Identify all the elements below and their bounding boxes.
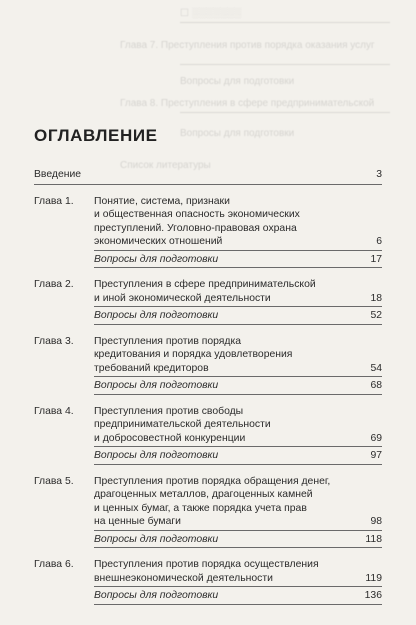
- chapter-title-line: предпринимательской деятельности: [94, 419, 271, 430]
- chapter-title-line: Преступления против порядка осуществления: [94, 559, 319, 570]
- toc-chapter: [34, 195, 382, 269]
- bleed-rule: [180, 22, 390, 23]
- bleed-line: Вопросы для подготовки: [180, 128, 295, 139]
- chapter-title-line: экономических отношений: [94, 236, 223, 247]
- bleed-rule: [180, 64, 390, 65]
- toc-chapter: [34, 558, 382, 605]
- toc-page-number: 3: [376, 169, 382, 180]
- chapter-entries: [94, 475, 382, 549]
- chapter-title-line: преступлений. Уголовно-правовая охрана: [94, 222, 297, 234]
- toc-chapter: [34, 278, 382, 325]
- chapter-number: Глава 1.: [34, 195, 74, 207]
- chapter-title: [94, 278, 366, 305]
- chapter-entries: [94, 335, 382, 395]
- toc-page-number: 6: [376, 236, 382, 247]
- questions-title: Вопросы для подготовки: [94, 450, 219, 461]
- toc-entry-chapter[interactable]: [94, 405, 382, 448]
- chapter-title-line: и добросовестной конкуренции: [94, 432, 246, 444]
- chapter-title-line: Преступления в сфере предпринимательской: [94, 279, 316, 290]
- toc-entry-chapter[interactable]: [94, 558, 382, 587]
- chapter-title: [94, 475, 366, 529]
- questions-title: Вопросы для подготовки: [94, 253, 219, 265]
- chapter-title-line: внешнеэкономической деятельности: [94, 572, 273, 584]
- toc-page-number: 52: [370, 310, 382, 321]
- toc-page-number: 136: [364, 590, 382, 601]
- toc-entry-chapter[interactable]: [94, 278, 382, 307]
- toc-page-number: 98: [370, 516, 382, 527]
- chapter-title-line: и общественная опасность экономических: [94, 209, 300, 220]
- toc-page-number: 118: [365, 533, 382, 545]
- bleed-line: Список литературы: [120, 160, 211, 171]
- chapter-title-line: Преступления против порядка обращения денег,: [94, 475, 331, 487]
- chapter-entries: [94, 405, 382, 465]
- toc-page-number: 68: [370, 380, 382, 391]
- chapter-number: Глава 6.: [34, 559, 74, 570]
- toc-chapter: [34, 405, 382, 465]
- bleed-rule: [180, 112, 390, 113]
- toc-page-number: 69: [370, 432, 382, 444]
- chapter-number: Глава 3.: [34, 335, 74, 347]
- chapter-number: Глава 5.: [34, 475, 74, 487]
- toc-entry-questions[interactable]: [94, 379, 382, 395]
- chapter-number: Глава 2.: [34, 279, 74, 290]
- toc-page-number: 54: [370, 362, 382, 374]
- questions-title: Вопросы для подготовки: [94, 533, 219, 545]
- bleed-through-text: [0, 0, 416, 180]
- page-title: ОГЛАВЛЕНИЕ: [34, 126, 158, 145]
- toc-page-number: 119: [365, 572, 382, 584]
- chapter-title-line: на ценные бумаги: [94, 516, 181, 527]
- chapter-title-line: Понятие, система, признаки: [94, 195, 230, 207]
- toc-entry-questions[interactable]: [94, 449, 382, 465]
- chapter-entries: [94, 195, 382, 269]
- questions-title: Вопросы для подготовки: [94, 590, 219, 601]
- toc-entry-title: Введение: [34, 169, 82, 180]
- chapter-title-line: драгоценных металлов, драгоценных камней: [94, 489, 313, 500]
- toc-page-number: 18: [370, 292, 382, 304]
- bleed-line: Вопросы для подготовки: [180, 76, 295, 87]
- bleed-line: ☐ ░░░░░░░: [180, 8, 242, 19]
- toc-entry-intro[interactable]: [34, 168, 382, 185]
- toc-entry-chapter[interactable]: [94, 475, 382, 531]
- chapter-title-line: Преступления против порядка: [94, 335, 242, 347]
- chapter-entries: [94, 558, 382, 605]
- chapter-title-line: и иной экономической деятельности: [94, 292, 271, 304]
- bleed-line: Глава 7. Преступления против порядка оказания услуг: [120, 40, 375, 51]
- toc-chapter: [34, 475, 382, 549]
- chapter-list: [34, 195, 382, 605]
- chapter-title-line: требований кредиторов: [94, 362, 209, 374]
- questions-title: Вопросы для подготовки: [94, 310, 219, 321]
- chapter-title-line: Преступления против свободы: [94, 405, 244, 417]
- chapter-title: [94, 405, 366, 446]
- chapter-title: [94, 558, 361, 585]
- table-of-contents: [34, 168, 382, 615]
- toc-entry-chapter[interactable]: [94, 195, 382, 251]
- toc-chapter: [34, 335, 382, 395]
- chapter-title-line: и ценных бумаг, а также порядка учета прав: [94, 502, 307, 514]
- toc-entry-questions[interactable]: [94, 533, 382, 549]
- toc-page-number: 17: [370, 253, 382, 265]
- chapter-title: [94, 335, 366, 376]
- bleed-line: Глава 8. Преступления в сфере предпринимательской: [120, 98, 375, 109]
- toc-entry-questions[interactable]: [94, 589, 382, 605]
- questions-title: Вопросы для подготовки: [94, 380, 219, 391]
- toc-entry-questions[interactable]: [94, 253, 382, 269]
- chapter-title-line: кредитования и порядка удовлетворения: [94, 349, 293, 360]
- toc-page-number: 97: [370, 450, 382, 461]
- chapter-entries: [94, 278, 382, 325]
- toc-entry-chapter[interactable]: [94, 335, 382, 378]
- chapter-title: [94, 195, 372, 249]
- chapter-number: Глава 4.: [34, 405, 74, 417]
- toc-entry-questions[interactable]: [94, 309, 382, 325]
